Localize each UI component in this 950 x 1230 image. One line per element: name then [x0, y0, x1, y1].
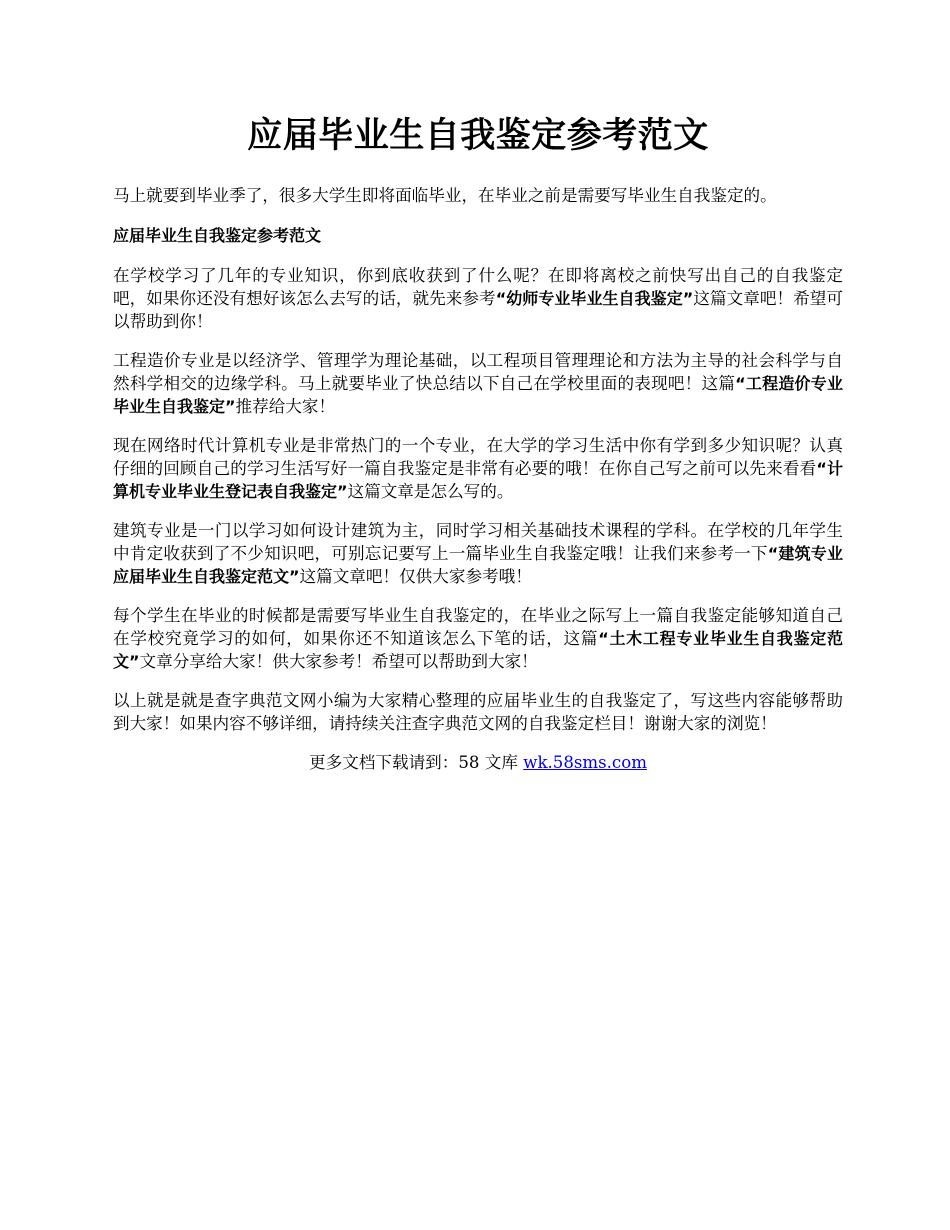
footer-link[interactable]: wk.58sms.com [523, 753, 647, 772]
article-reference: “建筑专业应届毕业生自我鉴定范文” [113, 544, 843, 586]
article-reference: “土木工程专业毕业生自我鉴定范文” [113, 629, 843, 671]
article-reference: “幼师专业毕业生自我鉴定” [495, 289, 694, 308]
document-title: 应届毕业生自我鉴定参考范文 [247, 116, 709, 156]
paragraph-2 [113, 349, 843, 418]
article-reference: “工程造价专业毕业生自我鉴定” [113, 374, 843, 416]
paragraph-text: 工程造价专业是以经济学、管理学为理论基础，以工程项目管理理论和方法为主导的社会科学与自然科学相交的边缘学科。马上就要毕业了快总结以下自己在学校里面的表现吧！这篇 [113, 351, 843, 393]
paragraph-text: 建筑专业是一门以学习如何设计建筑为主，同时学习相关基础技术课程的学科。在学校的几年学生中肯定收获到了不少知识吧，可别忘记要写上一篇毕业生自我鉴定哦！让我们来参考一下 [113, 521, 843, 563]
paragraph-text: 在学校学习了几年的专业知识，你到底收获到了什么呢？在即将离校之前快写出自己的自我鉴定吧，如果你还没有想好该怎么去写的话，就先来参考 [113, 266, 843, 308]
paragraph-1 [113, 264, 843, 333]
paragraph-text: 文章分享给大家！供大家参考！希望可以帮助到大家！ [139, 652, 538, 671]
closing-paragraph: 以上就是就是查字典范文网小编为大家精心整理的应届毕业生的自我鉴定了，写这些内容能够帮助到大家！如果内容不够详细，请持续关注查字典范文网的自我鉴定栏目！谢谢大家的浏览！ [113, 691, 843, 733]
footer-line [113, 751, 843, 775]
paragraph-5 [113, 604, 843, 673]
paragraph-text: 这篇文章是怎么写的。 [347, 482, 514, 501]
paragraph-text: 这篇文章吧！仅供大家参考哦！ [299, 567, 532, 586]
paragraph-text: 推荐给大家！ [235, 397, 336, 416]
paragraph-3 [113, 434, 843, 503]
paragraph-text: 每个学生在毕业的时候都是需要写毕业生自我鉴定的，在毕业之际写上一篇自我鉴定能够知道自己在学校究竟学习的如何，如果你还不知道该怎么下笔的话，这篇 [113, 606, 843, 648]
document-page [113, 110, 843, 775]
footer-prefix: 更多文档下载请到：58 文库 [309, 753, 524, 772]
paragraph-text: 这篇文章吧！希望可以帮助到你！ [113, 289, 844, 331]
paragraph-text: 现在网络时代计算机专业是非常热门的一个专业，在大学的学习生活中你有学到多少知识呢？认真仔细的回顾自己的学习生活写好一篇自我鉴定是非常有必要的哦！在你自己写之前可以先来看看 [113, 436, 843, 478]
article-reference: “计算机专业毕业生登记表自我鉴定” [113, 459, 843, 501]
paragraph-4 [113, 519, 843, 588]
intro-paragraph: 马上就要到毕业季了，很多大学生即将面临毕业，在毕业之前是需要写毕业生自我鉴定的。 [113, 186, 777, 205]
section-heading: 应届毕业生自我鉴定参考范文 [113, 226, 322, 245]
